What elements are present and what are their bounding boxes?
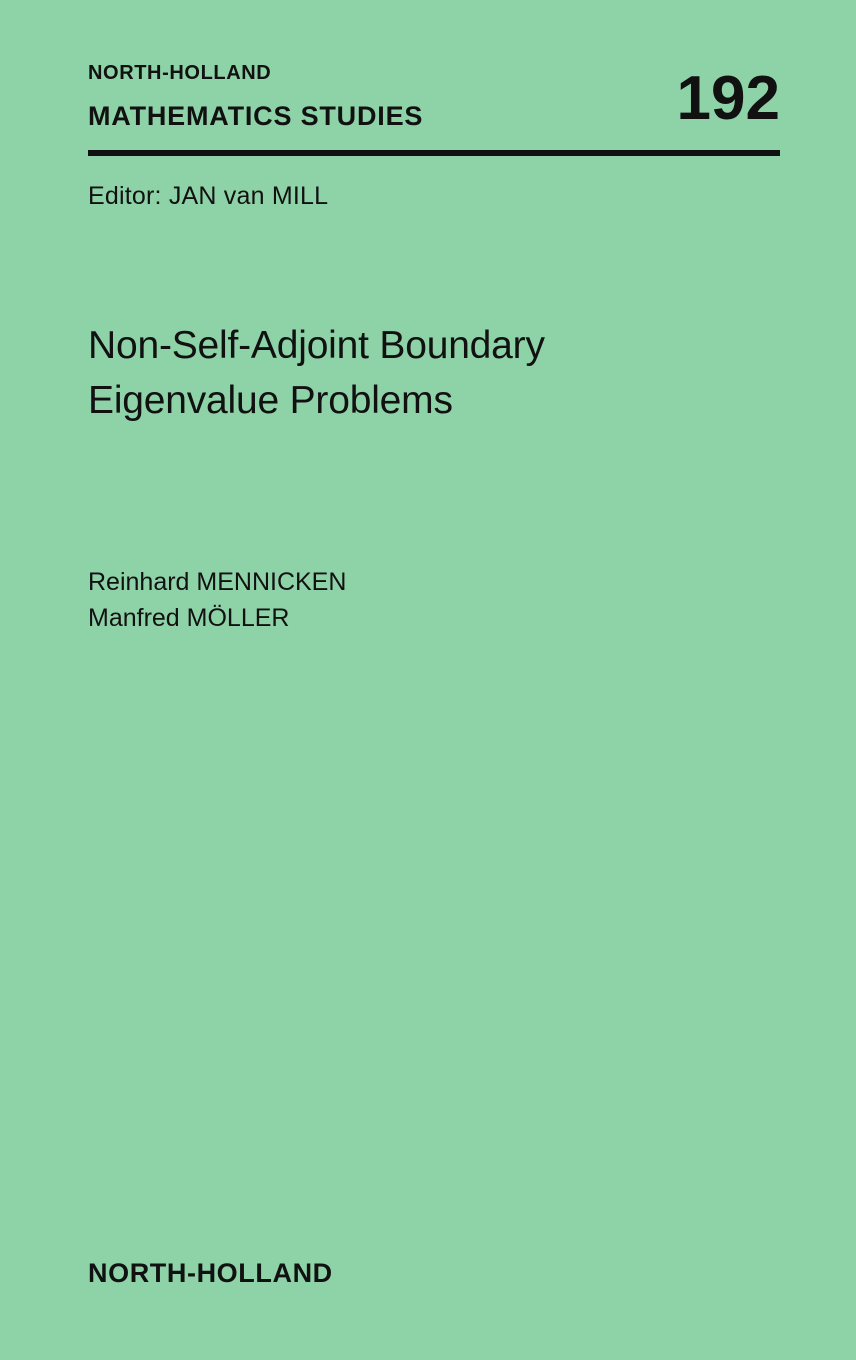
book-title-line-2: Eigenvalue Problems (88, 379, 453, 423)
series-editor-label: Editor: (88, 182, 162, 210)
book-author-1: Reinhard MENNICKEN (88, 568, 347, 596)
series-name: MATHEMATICS STUDIES (88, 101, 424, 131)
series-editor-name: JAN van MILL (168, 182, 329, 210)
book-authors (88, 565, 688, 636)
series-number: 192 (676, 64, 780, 133)
series-block (88, 62, 780, 132)
header-divider (88, 150, 780, 156)
series-publisher: NORTH-HOLLAND (88, 62, 272, 84)
series-editor (88, 182, 328, 211)
book-title (88, 318, 788, 429)
book-author-2: Manfred MÖLLER (88, 603, 290, 632)
book-title-line-1: Non-Self-Adjoint Boundary (88, 324, 545, 367)
footer-publisher: NORTH-HOLLAND (88, 1258, 333, 1288)
